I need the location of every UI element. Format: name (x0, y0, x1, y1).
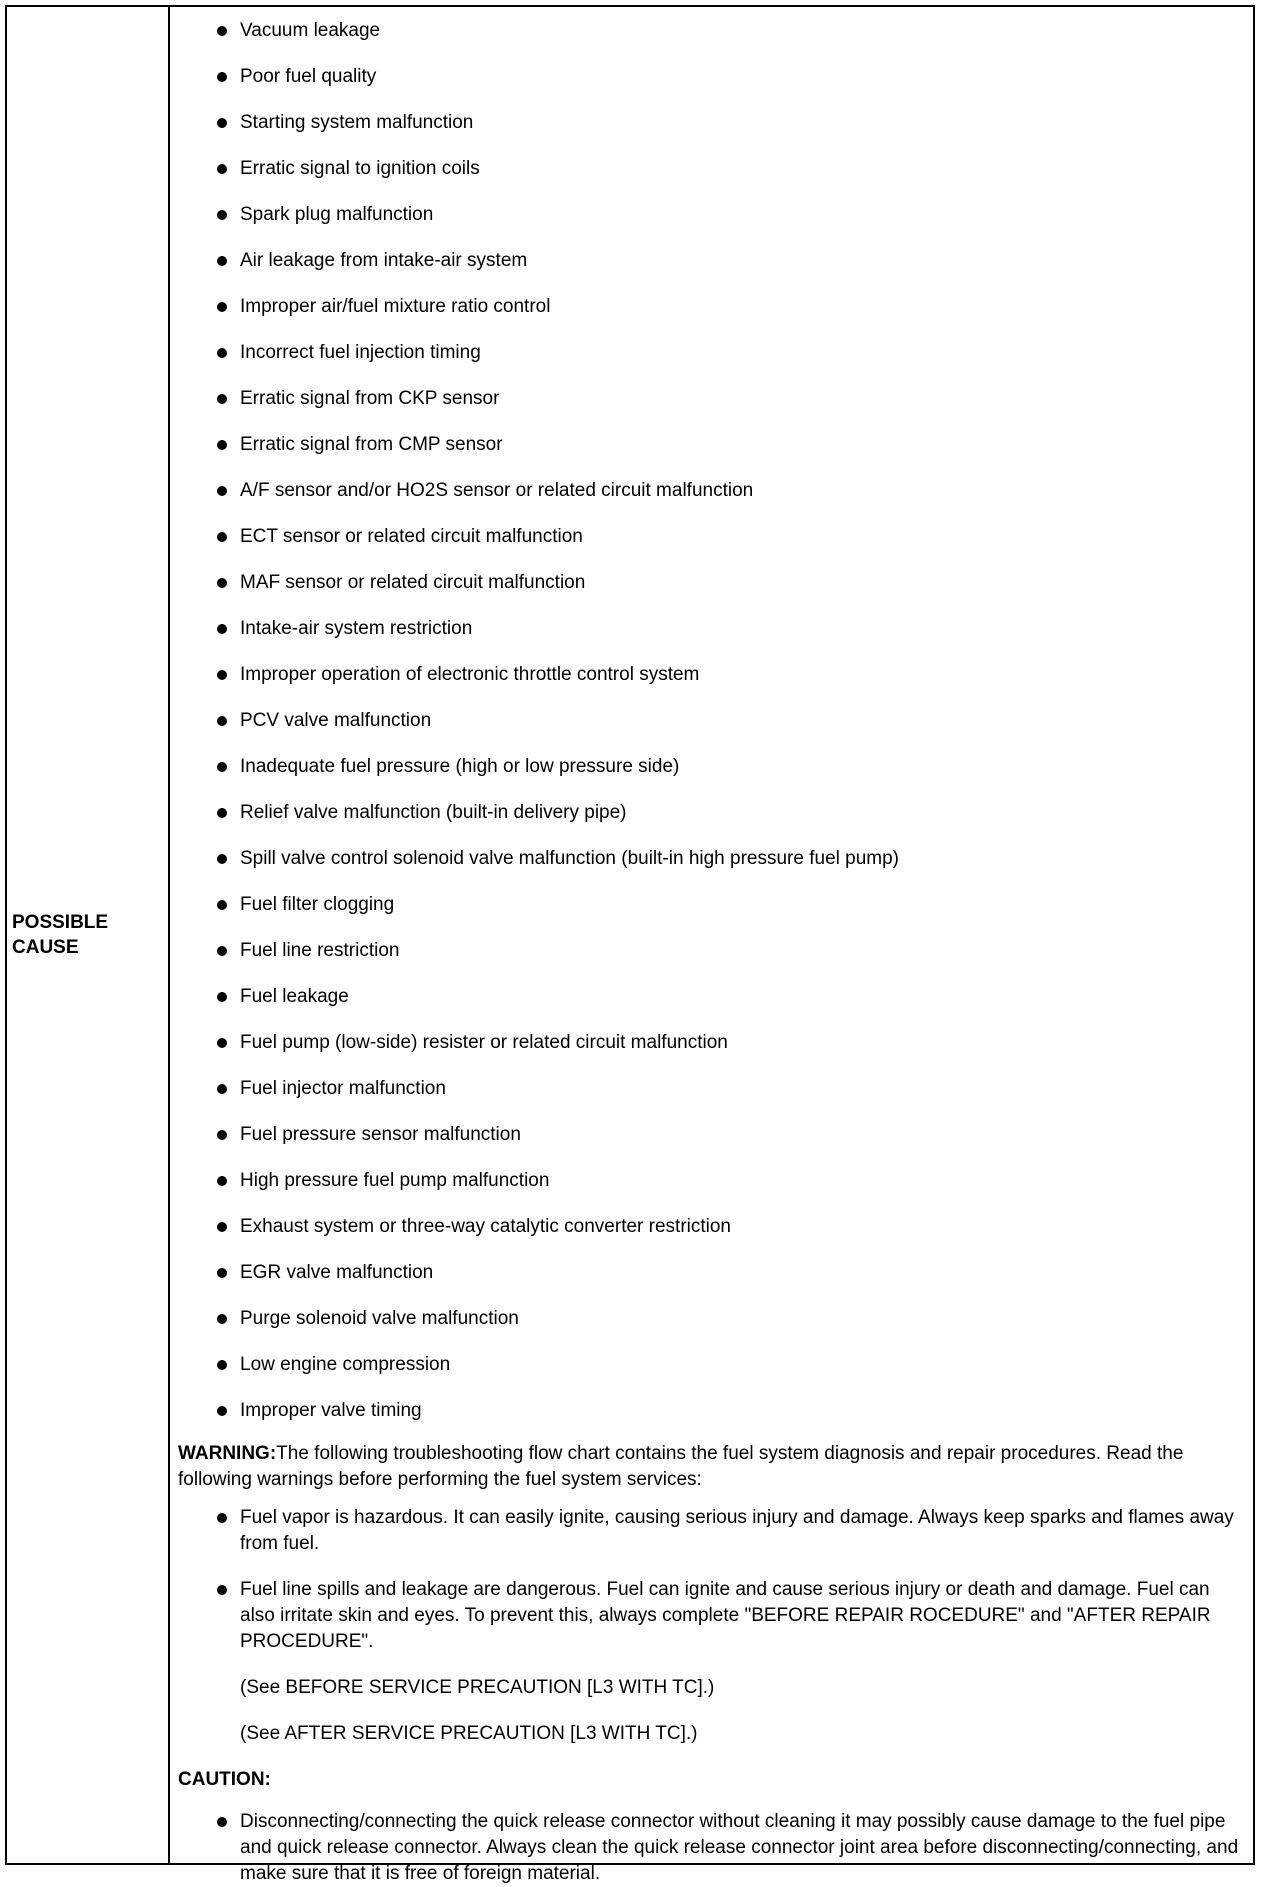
label-cell (7, 7, 170, 1863)
cause-item: Erratic signal from CKP sensor (217, 379, 1247, 425)
cause-item: Erratic signal to ignition coils (217, 149, 1247, 195)
cause-item: Inadequate fuel pressure (high or low pressure side) (217, 747, 1247, 793)
cause-item: Improper valve timing (217, 1391, 1247, 1437)
cause-item: Fuel line restriction (217, 931, 1247, 977)
cause-item: Vacuum leakage (217, 11, 1247, 57)
content-cell (170, 7, 1253, 1884)
cause-item: Relief valve malfunction (built-in delivery pipe) (217, 793, 1247, 839)
cause-item: Fuel leakage (217, 977, 1247, 1023)
cause-item: EGR valve malfunction (217, 1253, 1247, 1299)
warning-label: WARNING: (178, 1443, 277, 1464)
warning-item: Fuel line spills and leakage are dangerous. Fuel can ignite and cause serious injury or death and damage. Fuel can also irritate skin and eyes. To prevent this, always complete "BEFORE REPAIR ROCEDURE" and "AFTER REPAIR PROCEDURE". (217, 1577, 1247, 1655)
cause-item: Poor fuel quality (217, 57, 1247, 103)
caution-label: CAUTION: (178, 1769, 271, 1790)
warning-block (178, 1441, 1247, 1493)
cause-item: Spill valve control solenoid valve malfunction (built-in high pressure fuel pump) (217, 839, 1247, 885)
caution-list (178, 1809, 1247, 1887)
cause-item: Low engine compression (217, 1345, 1247, 1391)
caution-item: Disconnecting/connecting the quick release connector without cleaning it may possibly cause damage to the fuel pipe and quick release connector. Always clean the quick release connector joint area before disconnecting/connecting, and make sure that it is free of foreign material. (217, 1809, 1247, 1887)
cause-list (178, 11, 1247, 1437)
warning-item: Fuel vapor is hazardous. It can easily ignite, causing serious injury and damage. Always keep sparks and flames away from fuel. (217, 1505, 1247, 1557)
cause-item: MAF sensor or related circuit malfunction (217, 563, 1247, 609)
cause-item: Purge solenoid valve malfunction (217, 1299, 1247, 1345)
cause-item: Fuel filter clogging (217, 885, 1247, 931)
cause-item: Improper air/fuel mixture ratio control (217, 287, 1247, 333)
cause-item: Exhaust system or three-way catalytic converter restriction (217, 1207, 1247, 1253)
possible-cause-label: POSSIBLE CAUSE (12, 912, 109, 958)
cause-item: Improper operation of electronic throttle control system (217, 655, 1247, 701)
cause-item: Fuel pressure sensor malfunction (217, 1115, 1247, 1161)
see-after-service-link: (See AFTER SERVICE PRECAUTION [L3 WITH TC].) (240, 1723, 698, 1744)
cause-item: Fuel injector malfunction (217, 1069, 1247, 1115)
cause-item: Intake-air system restriction (217, 609, 1247, 655)
see-before-service-link: (See BEFORE SERVICE PRECAUTION [L3 WITH TC].) (240, 1677, 715, 1698)
cause-item: A/F sensor and/or HO2S sensor or related circuit malfunction (217, 471, 1247, 517)
cause-item: High pressure fuel pump malfunction (217, 1161, 1247, 1207)
cause-item: Fuel pump (low-side) resister or related circuit malfunction (217, 1023, 1247, 1069)
cause-item: ECT sensor or related circuit malfunction (217, 517, 1247, 563)
cause-item: Starting system malfunction (217, 103, 1247, 149)
possible-cause-table (5, 5, 1255, 1884)
warning-list (178, 1505, 1247, 1655)
cause-item: PCV valve malfunction (217, 701, 1247, 747)
cause-item: Erratic signal from CMP sensor (217, 425, 1247, 471)
warning-text: The following troubleshooting flow chart contains the fuel system diagnosis and repair procedures. Read the following warnings before performing the fuel system services: (178, 1443, 1184, 1490)
cause-item: Air leakage from intake-air system (217, 241, 1247, 287)
cause-item: Incorrect fuel injection timing (217, 333, 1247, 379)
cause-item: Spark plug malfunction (217, 195, 1247, 241)
